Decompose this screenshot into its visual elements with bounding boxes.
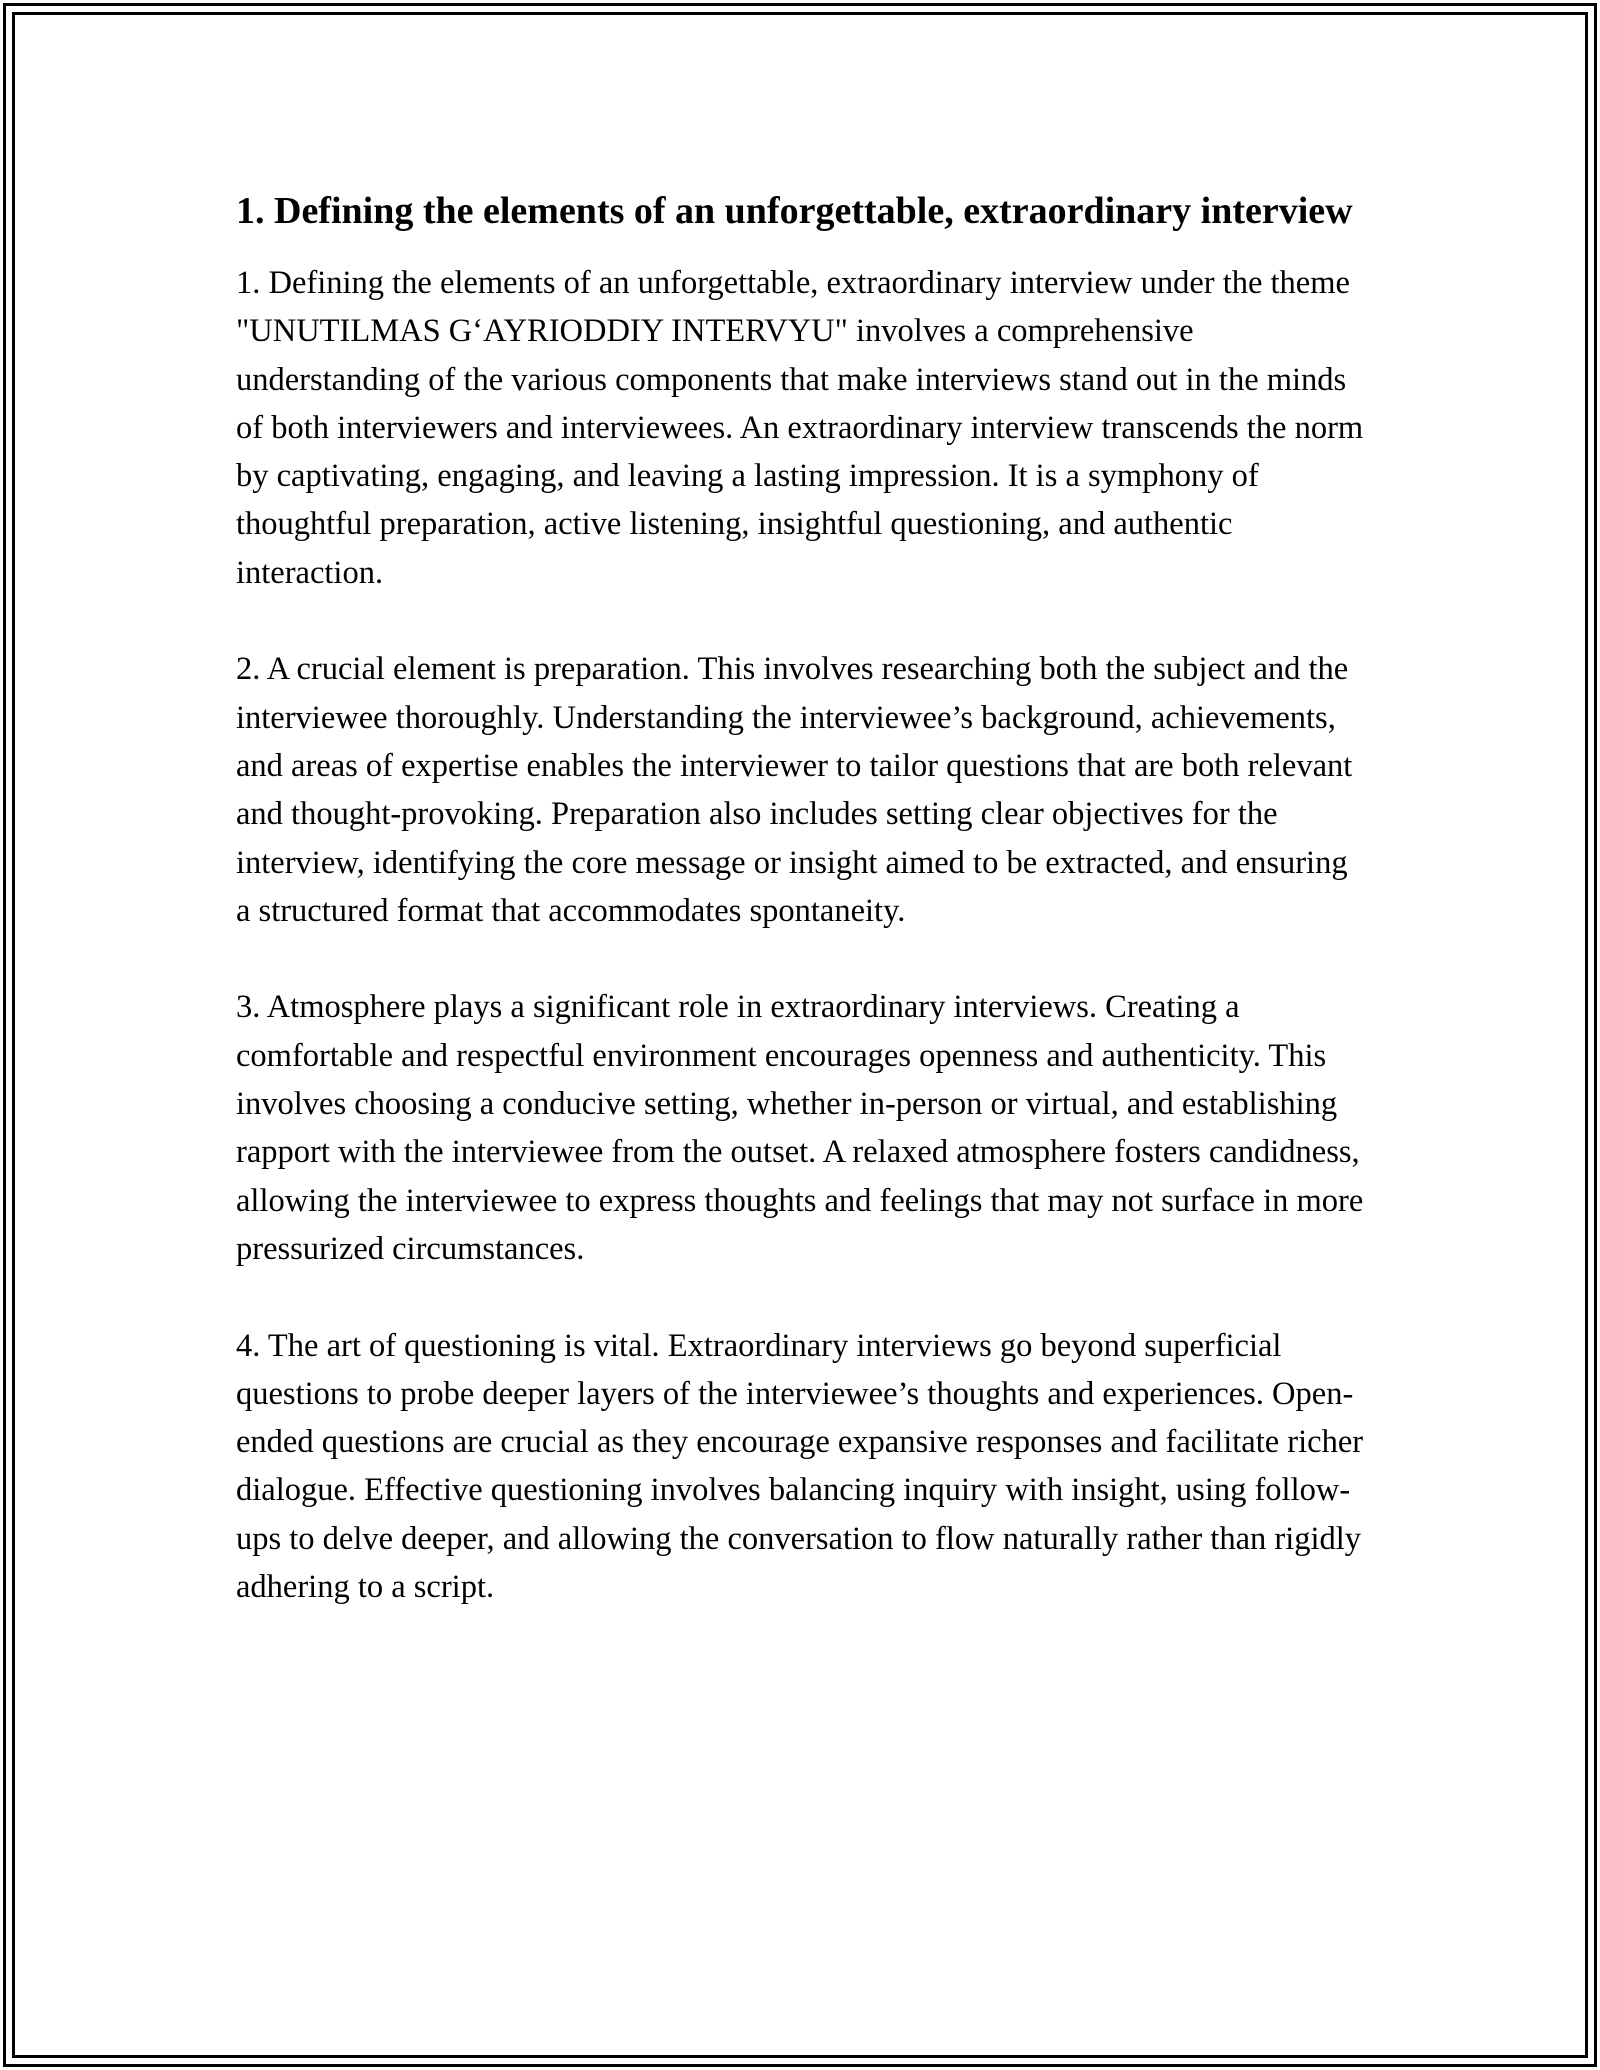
paragraph-1: 1. Defining the elements of an unforgettable, extraordinary interview under the theme "UNUTILMAS G‘AYRIODDIY INTERVYU" involves a comprehensive understanding of the various components that make interviews stand out in the minds of both interviewers and interviewees. An extraordinary interview transcends the norm by captivating, engaging, and leaving a lasting impression. It is a symphony of thoughtful preparation, active listening, insightful questioning, and authentic interaction.	[236, 265, 1364, 591]
paragraph-2: 2. A crucial element is preparation. This involves researching both the subject and the interviewee thoroughly. Understanding the interviewee’s background, achievements, and areas of expertise enables the interviewer to tailor questions that are both relevant and thought-provoking. Preparation also includes setting clear objectives for the interview, identifying the core message or insight aimed to be extracted, and ensuring a structured format that accommodates spontaneity.	[236, 651, 1353, 929]
paragraph-3: 3. Atmosphere plays a significant role in extraordinary interviews. Creating a comfortable and respectful environment encourages openness and authenticity. This involves choosing a conducive setting, whether in-person or virtual, and establishing rapport with the interviewee from the outset. A relaxed atmosphere fosters candidness, allowing the interviewee to express thoughts and feelings that may not surface in more pressurized circumstances.	[236, 989, 1364, 1267]
paragraph-4: 4. The art of questioning is vital. Extraordinary interviews go beyond superficial questions to probe deeper layers of the interviewee’s thoughts and experiences. Open-ended questions are crucial as they encourage expansive responses and facilitate richer dialogue. Effective questioning involves balancing inquiry with insight, using follow-ups to delve deeper, and allowing the conversation to flow naturally rather than rigidly adhering to a script.	[236, 1327, 1364, 1606]
document-body	[236, 184, 1366, 1660]
section-heading: 1. Defining the elements of an unforgettable, extraordinary interview	[236, 190, 1353, 232]
